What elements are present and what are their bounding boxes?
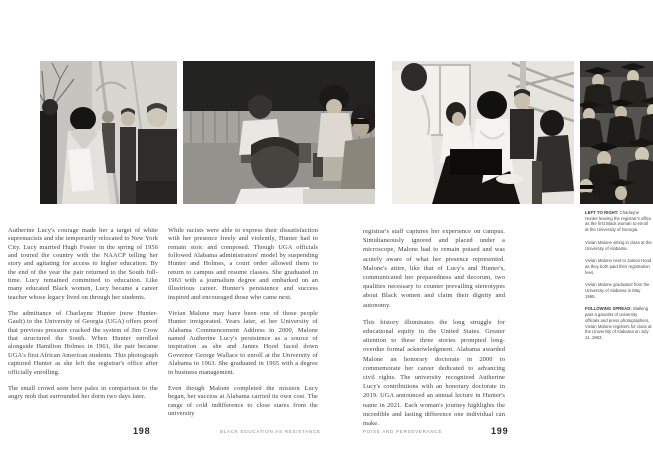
- paragraph: The small crowd seen here pales in comparison to the angry mob that surrounded her dorm two days later.: [8, 384, 158, 401]
- running-footer-left: BLACK EDUCATION AS RESISTANCE: [220, 429, 321, 434]
- running-footer-right: POISE AND PERSEVERANCE: [363, 429, 443, 434]
- caption-text: Walking past a gauntlet of university officials and press photographers, Vivian Malone registers for class at the University of Alabama on July 11, 1963.: [585, 306, 652, 340]
- caption-text: Vivian Malone sitting in class at the University of Alabama.: [585, 239, 652, 251]
- photo-graduation-crowd-art: [580, 61, 653, 204]
- caption-text: Vivian Malone next to James Hood as they both paid their registration fees.: [585, 258, 652, 275]
- caption-malone-graduation: [585, 282, 652, 299]
- caption-text: Vivian Malone graduated from the University of Alabama in May 1965.: [585, 282, 650, 299]
- caption-text: Charlayne Hunter leaving the registrar's office as the first Black woman to enroll at the University of Georgia.: [585, 210, 652, 233]
- paragraph: While racists were able to express their dissatisfaction with her presence freely and violently, Hunter had to remain stoic and composed. Though UGA officials followed Alabama administrators' model by suspending Hunter and Holmes, a court order allowed them to return to campus and resume classes. She graduated in 1963 with a journalism degree and embarked on an illustrious career. Hunter's persistence and success inspired and encouraged those who came next.: [168, 227, 318, 301]
- right-page-column-1: [363, 227, 505, 436]
- paragraph: The admittance of Charlayne Hunter (now Hunter-Gault) to the University of Georgia (UGA) offers proof that previous pressure cracked the system of Jim Crow that structured the South. When Hunter enrolled alongside Hamilton Holmes in 1961, the pair became UGA's first African American students. This photograph captured Hunter as she left the registrar's office after officially enrolling.: [8, 310, 158, 376]
- left-page-column-2: [168, 227, 318, 426]
- caption-lead: LEFT TO RIGHT:: [585, 210, 619, 215]
- caption-malone-class: [585, 240, 652, 251]
- left-page-column-1: [8, 227, 158, 410]
- photo-malone-in-class: [183, 61, 375, 204]
- photo-malone-hood-registration-art: [392, 61, 574, 204]
- caption-charlayne-hunter: [585, 210, 652, 233]
- photo-hunter-leaving-registrar-art: [40, 61, 177, 204]
- page-number-left: 198: [133, 426, 151, 436]
- caption-lead: FOLLOWING SPREAD:: [585, 306, 632, 312]
- paragraph: This history illuminates the long struggle for educational equity in the United States. Greater attention to these three stories prompted long-overdue formal acknowledgment. Alabama awarded Malone an honorary doctorate in 2000 to commemorate her career dedicated to advancing civil rights. The university recognized Autherine Lucy's contributions with an honorary doctorate in 2019. UGA announced an annual lecture in Hunter's name in 2021. Each woman's journey highlights the incredible and lasting difference one individual can make.: [363, 318, 505, 428]
- photo-malone-in-class-art: [183, 61, 375, 204]
- paragraph: registrar's staff captures her experience on campus. Simultaneously ignored and placed under a microscope, Malone had to remain poised and was acutely aware of what her presence represented. Malone's attire, like that of Lucy's and Hunter's, communicated her preparedness and decorum, two qualities necessary to counter prevailing stereotypes about Black women and claim their dignity and autonomy.: [363, 228, 505, 309]
- photo-hunter-leaving-registrar: [40, 61, 177, 204]
- caption-following-spread: [585, 306, 652, 340]
- photo-malone-hood-registration: [392, 61, 574, 204]
- photo-captions: [585, 210, 652, 348]
- photo-graduation-crowd: [580, 61, 653, 204]
- paragraph: Even though Malone completed the mission Lucy began, her success at Alabama carried its own cost. The range of cold indifference to close stares from the university: [168, 384, 318, 417]
- caption-malone-hood: [585, 258, 652, 275]
- paragraph: Autherine Lucy's courage made her a target of white supremacists and she temporarily relocated to New York City. Lucy married Hugh Foster in the spring of 1956 and toured the country with the NAACP telling her story and agitating for access to higher education. By the end of the year the pair returned to the South full-time. Lucy remained committed to education. Like many educated Black women, Lucy became a career teacher whose legacy lived on through her students.: [8, 227, 158, 301]
- page-number-right: 199: [491, 426, 509, 436]
- paragraph: Vivian Malone may have been one of those people Hunter invigorated. Years later, at her University of Alabama Commencement Address in 2000, Malone named Autherine Lucy's persistence as a source of inspiration as she and James Hood faced down Governor George Wallace to enroll at the University of Alabama in 1963. She graduated in 1965 with a degree in business management.: [168, 310, 318, 376]
